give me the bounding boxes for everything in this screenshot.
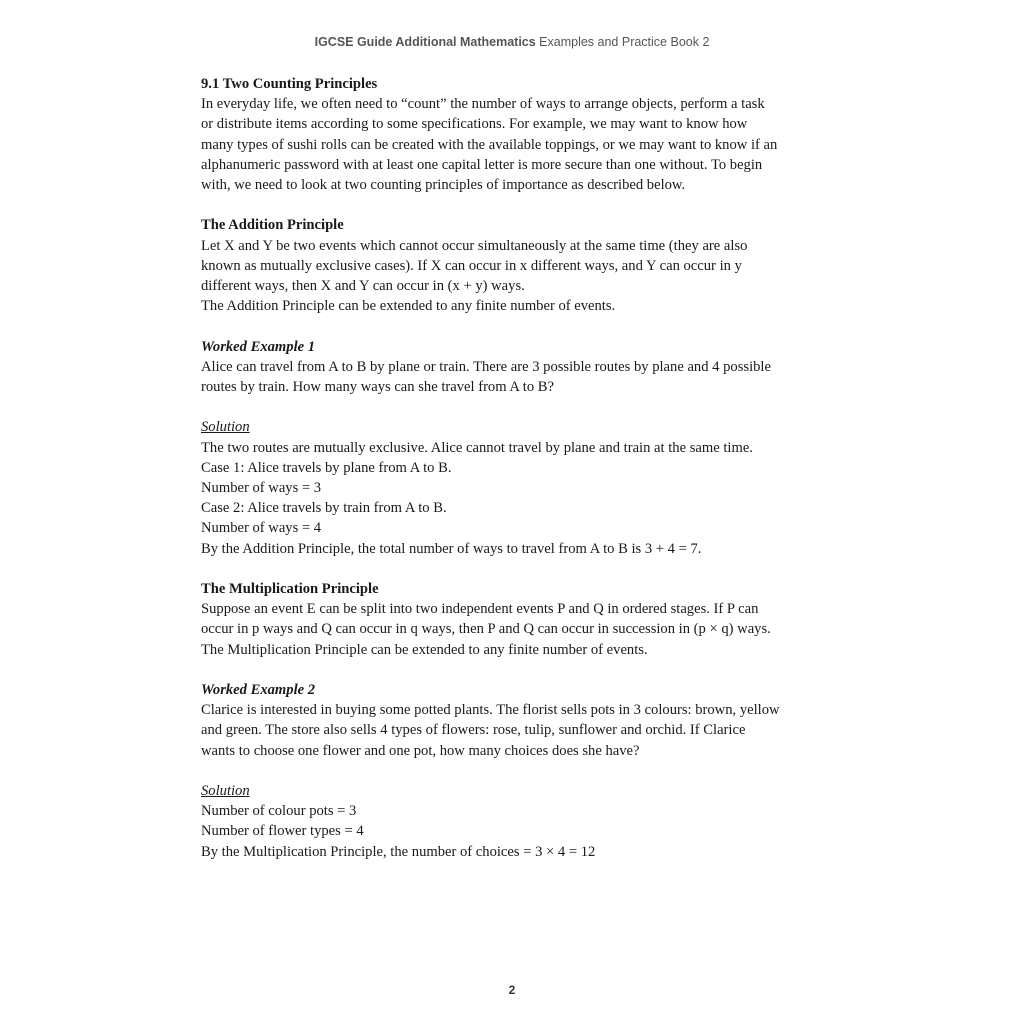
example2-solution: [201, 801, 821, 862]
example2-line: and green. The store also sells 4 types of flowers: rose, tulip, sunflower and orchid. If Clarice: [201, 722, 746, 739]
page-number: 2: [508, 983, 516, 997]
example1-line: routes by train. How many ways can she travel from A to B?: [201, 379, 555, 396]
addition-paragraph: [201, 236, 821, 317]
addition-line: Let X and Y be two events which cannot occur simultaneously at the same time (they are also: [201, 237, 748, 254]
example1-solution-line: The two routes are mutually exclusive. Alice cannot travel by plane and train at the same time.: [201, 439, 753, 456]
example2-solution-label: Solution: [201, 783, 250, 800]
header-subject: Additional Mathematics: [395, 35, 536, 49]
example1-solution-line: Case 1: Alice travels by plane from A to B.: [201, 459, 452, 476]
example2-heading: Worked Example 2: [201, 682, 316, 699]
example2-solution-line: Number of flower types = 4: [201, 823, 364, 840]
intro-paragraph: [201, 94, 821, 195]
example2-line: Clarice is interested in buying some potted plants. The florist sells pots in 3 colours: brown, yellow: [201, 702, 780, 719]
example2-solution-line: By the Multiplication Principle, the number of choices = 3 × 4 = 12: [201, 843, 596, 860]
example1-solution-line: By the Addition Principle, the total number of ways to travel from A to B is 3 + 4 = 7.: [201, 540, 702, 557]
intro-line: In everyday life, we often need to “count” the number of ways to arrange objects, perform a task: [201, 96, 765, 113]
example1-heading: Worked Example 1: [201, 338, 316, 355]
intro-line: many types of sushi rolls can be created with the available toppings, or we may want to know if an: [201, 136, 778, 153]
example1-solution-label: Solution: [201, 419, 250, 436]
intro-line: or distribute items according to some specifications. For example, we may want to know how: [201, 116, 748, 133]
example2-solution-line: Number of colour pots = 3: [201, 803, 357, 820]
multiplication-line: occur in p ways and Q can occur in q ways, then P and Q can occur in succession in (p × q) ways.: [201, 621, 771, 638]
running-header: [0, 35, 1024, 49]
example1-line: Alice can travel from A to B by plane or train. There are 3 possible routes by plane and 4 possible: [201, 358, 771, 375]
header-book: Examples and Practice Book 2: [535, 35, 710, 49]
header-series: IGCSE Guide: [314, 35, 396, 49]
addition-line: known as mutually exclusive cases). If X can occur in x different ways, and Y can occur in y: [201, 257, 742, 274]
section-title: 9.1 Two Counting Principles: [201, 76, 378, 92]
addition-line: The Addition Principle can be extended to any finite number of events.: [201, 298, 616, 315]
intro-line: with, we need to look at two counting principles of importance as described below.: [201, 177, 686, 194]
example1-question: [201, 357, 821, 397]
multiplication-line: Suppose an event E can be split into two independent events P and Q in ordered stages. If P can: [201, 601, 759, 618]
example1-solution-line: Number of ways = 3: [201, 480, 322, 497]
example2-line: wants to choose one flower and one pot, how many choices does she have?: [201, 742, 640, 759]
example2-question: [201, 700, 821, 761]
addition-heading: The Addition Principle: [201, 217, 344, 234]
multiplication-line: The Multiplication Principle can be extended to any finite number of events.: [201, 641, 648, 658]
example1-solution-line: Case 2: Alice travels by train from A to B.: [201, 500, 447, 517]
example1-solution: [201, 438, 821, 559]
intro-line: alphanumeric password with at least one capital letter is more secure than one without. To begin: [201, 156, 763, 173]
addition-line: different ways, then X and Y can occur in (x + y) ways.: [201, 278, 525, 295]
multiplication-paragraph: [201, 599, 821, 660]
multiplication-heading: The Multiplication Principle: [201, 581, 379, 598]
page-body: [201, 74, 821, 862]
example1-solution-line: Number of ways = 4: [201, 520, 322, 537]
